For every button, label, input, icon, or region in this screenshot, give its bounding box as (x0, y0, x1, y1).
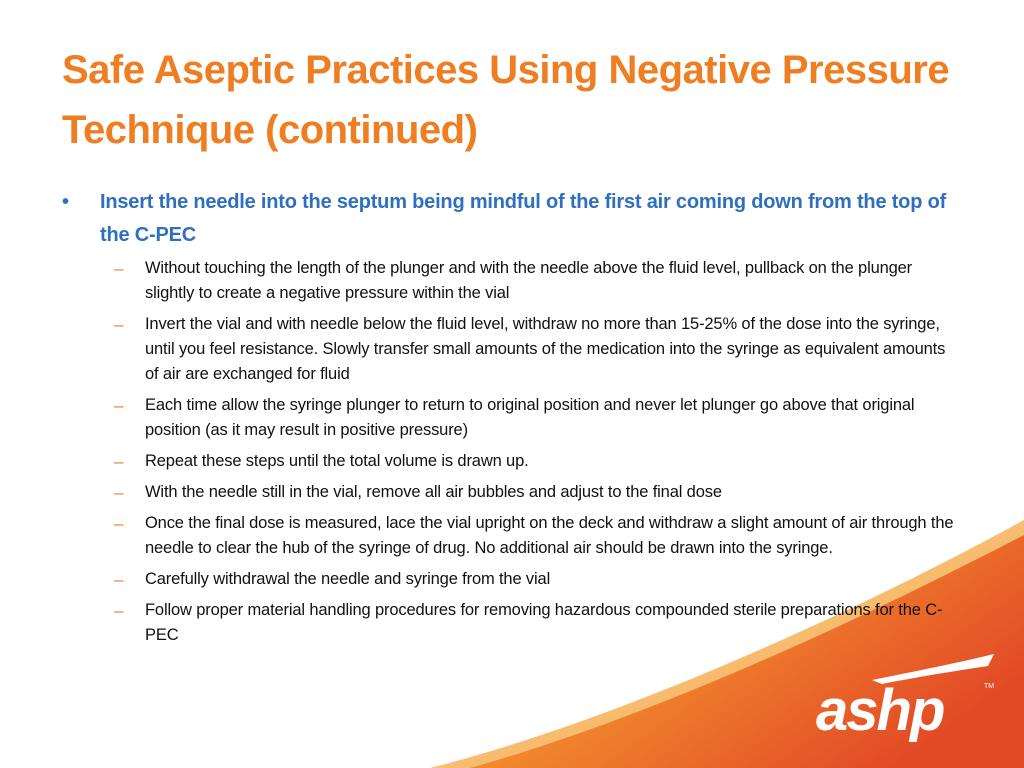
logo-text: ashp (816, 678, 944, 742)
sub-bullet-text: Follow proper material handling procedures for removing hazardous compounded sterile preparations for the C-PEC (145, 601, 943, 644)
sub-bullet-item (62, 480, 962, 505)
dash-icon: – (114, 452, 124, 471)
main-bullet (62, 186, 962, 252)
main-bullet-text: Insert the needle into the septum being mindful of the first air coming down from the top of the C-PEC (100, 191, 947, 246)
ashp-logo (812, 650, 1002, 742)
bullet-dot-icon: • (62, 191, 69, 213)
sub-bullet-item (62, 449, 962, 474)
dash-icon: – (114, 601, 124, 620)
dash-icon: – (114, 514, 124, 533)
slide-title: Safe Aseptic Practices Using Negative Pressure Technique (continued) (62, 48, 950, 152)
sub-bullet-list (62, 256, 962, 648)
dash-icon: – (114, 315, 124, 334)
sub-bullet-text: Repeat these steps until the total volume is drawn up. (145, 452, 529, 470)
logo-trademark: TM (984, 683, 995, 690)
slide-content (62, 186, 962, 654)
sub-bullet-text: Once the final dose is measured, lace the vial upright on the deck and withdraw a slight amount of air through the needle to clear the hub of the syringe of drug. No additional air should be drawn into the syringe. (145, 514, 954, 557)
sub-bullet-item (62, 511, 962, 561)
sub-bullet-item (62, 312, 962, 387)
sub-bullet-item (62, 598, 962, 648)
sub-bullet-text: Each time allow the syringe plunger to return to original position and never let plunger go above that original position (as it may result in positive pressure) (145, 396, 915, 439)
dash-icon: – (114, 396, 124, 415)
sub-bullet-text: Without touching the length of the plunger and with the needle above the fluid level, pullback on the plunger slightly to create a negative pressure within the vial (145, 259, 913, 302)
dash-icon: – (114, 483, 124, 502)
dash-icon: – (114, 570, 124, 589)
sub-bullet-text: Invert the vial and with needle below the fluid level, withdraw no more than 15-25% of the dose into the syringe, until you feel resistance. Slowly transfer small amounts of the medication into the syringe as equivalent amounts of air are exchanged for fluid (145, 315, 946, 383)
sub-bullet-item (62, 393, 962, 443)
sub-bullet-item (62, 567, 962, 592)
dash-icon: – (114, 259, 124, 278)
sub-bullet-item (62, 256, 962, 306)
sub-bullet-text: With the needle still in the vial, remove all air bubbles and adjust to the final dose (145, 483, 722, 501)
sub-bullet-text: Carefully withdrawal the needle and syringe from the vial (145, 570, 551, 588)
